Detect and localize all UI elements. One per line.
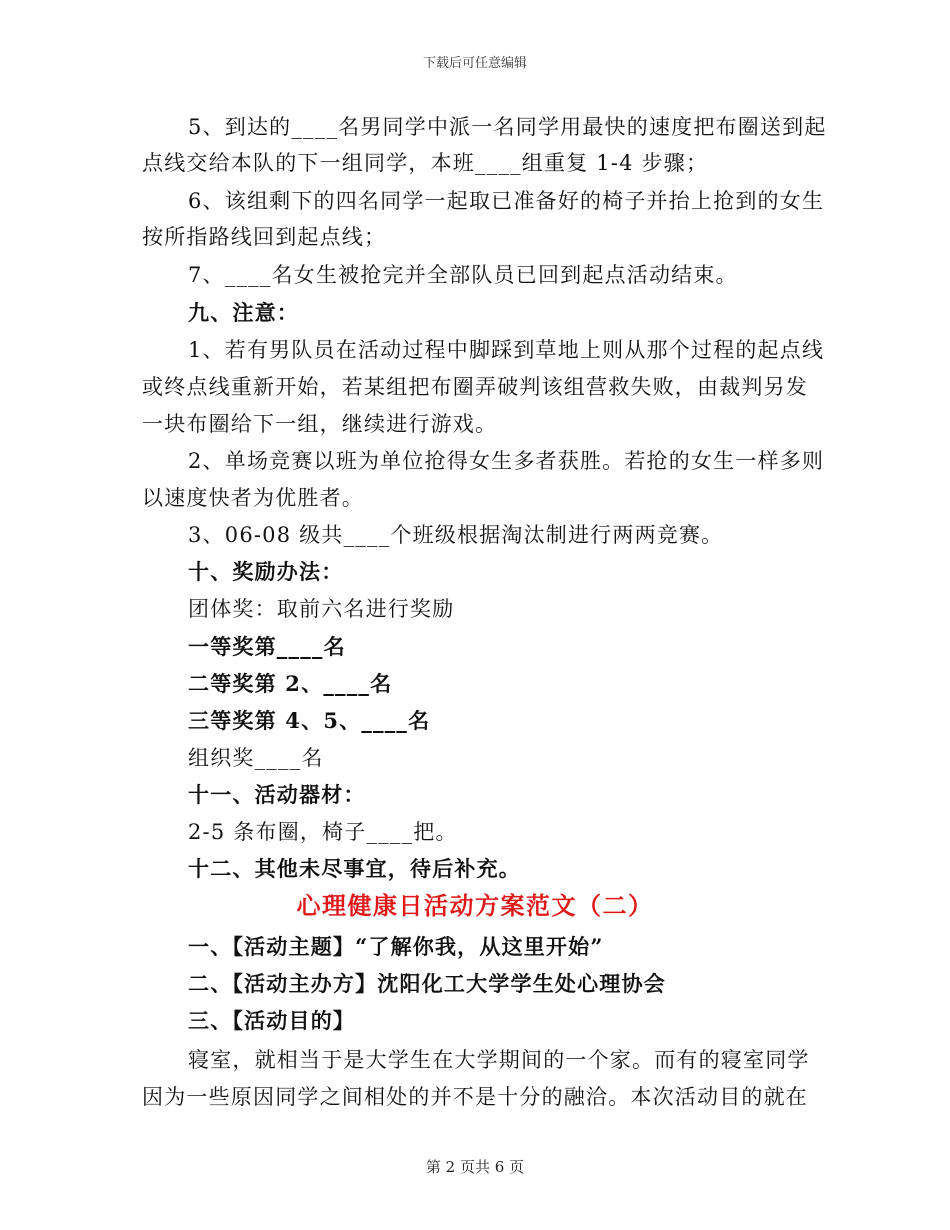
first-prize: 一等奖第____名	[188, 634, 346, 659]
note-3: 3、06-08 级共____个班级根据淘汰制进行两两竞赛。	[188, 523, 724, 547]
note-2-line-2: 以速度快者为优胜者。	[142, 486, 364, 510]
document-title: 心理健康日活动方案范文（二）	[296, 891, 654, 920]
note-1-line-2: 或终点线重新开始，若某组把布圈弄破判该组营救失败，由裁判另发	[142, 375, 808, 399]
note-1-line-3: 一块布圈给下一组，继续进行游戏。	[142, 412, 498, 436]
page-header: 下载后可任意编辑	[422, 56, 527, 71]
equipment-list: 2-5 条布圈，椅子____把。	[188, 820, 458, 844]
third-prize: 三等奖第 4、5、____名	[188, 708, 431, 733]
page-footer: 第 2 页共 6 页	[425, 1158, 525, 1176]
section-10-heading: 十、奖励办法：	[188, 559, 344, 584]
step-5-line-1: 5、到达的____名男同学中派一名同学用最快的速度把布圈送到起	[188, 115, 827, 139]
activity-organizer: 二、【活动主办方】沈阳化工大学学生处心理协会	[188, 971, 666, 996]
note-2-line-1: 2、单场竞赛以班为单位抢得女生多者获胜。若抢的女生一样多则	[188, 449, 825, 473]
step-7: 7、____名女生被抢完并全部队员已回到起点活动结束。	[188, 263, 738, 287]
purpose-paragraph-line-1: 寝室，就相当于是大学生在大学期间的一个家。而有的寝室同学	[188, 1048, 810, 1072]
activity-theme: 一、【活动主题】“了解你我，从这里开始”	[188, 934, 604, 959]
section-12-heading: 十二、其他未尽事宜，待后补充。	[188, 856, 521, 881]
section-11-heading: 十一、活动器材：	[188, 782, 366, 807]
second-prize: 二等奖第 2、____名	[188, 671, 393, 696]
note-1-line-1: 1、若有男队员在活动过程中脚踩到草地上则从那个过程的起点线	[188, 338, 825, 362]
step-6-line-1: 6、该组剩下的四名同学一起取已准备好的椅子并抬上抢到的女生	[188, 189, 825, 213]
activity-purpose-heading: 三、【活动目的】	[188, 1008, 356, 1033]
section-9-heading: 九、注意：	[188, 300, 299, 325]
purpose-paragraph-line-2: 因为一些原因同学之间相处的并不是十分的融洽。本次活动目的就在	[142, 1085, 808, 1109]
organization-award: 组织奖____名	[188, 746, 324, 770]
team-award: 团体奖：取前六名进行奖励	[188, 597, 455, 621]
step-5-line-2: 点线交给本队的下一组同学，本班____组重复 1-4 步骤；	[142, 151, 709, 175]
step-6-line-2: 按所指路线回到起点线；	[142, 225, 387, 249]
